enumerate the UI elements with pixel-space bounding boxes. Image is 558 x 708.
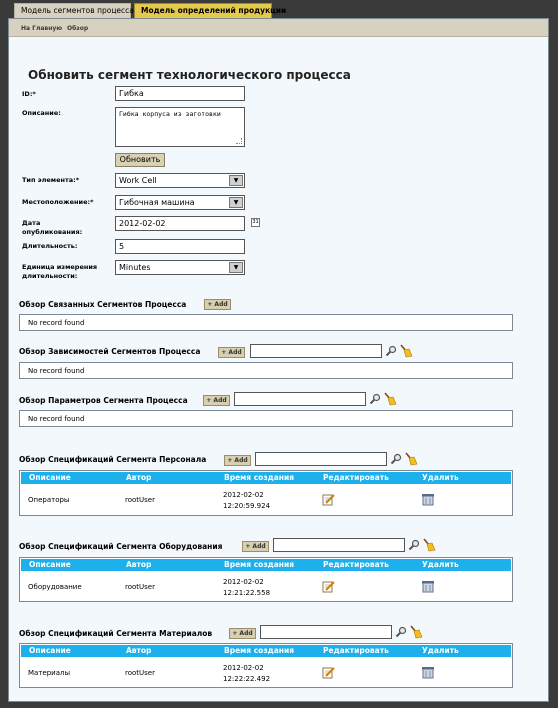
chevron-down-icon[interactable]: ▼ [229,262,243,273]
breadcrumb [9,19,548,37]
material-title: Обзор Спецификаций Сегмента Материалов [19,629,213,638]
main-panel [8,18,549,702]
row-created-date: 2012-02-02 [223,664,264,672]
trash-can-icon[interactable] [421,492,435,506]
nav-home-link[interactable]: На Главную [21,25,63,32]
broom-icon[interactable] [422,538,436,552]
row-description: Материалы [28,669,70,677]
related-segments-panel [19,314,513,331]
grid-header [21,645,511,657]
add-equipment-button[interactable]: + Add [242,541,269,552]
equipment-grid [19,557,513,602]
tab-bar [0,0,558,20]
element-type-label: Тип элемента:* [22,176,80,184]
id-label: ID:* [22,90,36,98]
column-edit: Редактировать [323,473,389,482]
publish-date-field[interactable]: 2012-02-02 [115,216,245,231]
update-button[interactable]: Обновить [115,153,165,167]
row-author: rootUser [125,583,155,591]
edit-icon[interactable] [322,493,335,506]
column-author[interactable]: Автор [126,560,152,569]
edit-icon[interactable] [322,580,335,593]
row-created-date: 2012-02-02 [223,491,264,499]
column-edit: Редактировать [323,646,389,655]
publish-date-label: Дата опубликования: [22,219,83,236]
personnel-title: Обзор Спецификаций Сегмента Персонала [19,455,207,464]
column-created[interactable]: Время создания [224,560,295,569]
column-delete: Удалить [422,473,459,482]
column-description[interactable]: Описание [29,560,71,569]
row-created-time: 12:21:22.558 [223,589,271,597]
add-personnel-button[interactable]: + Add [224,455,251,466]
parameters-search-input[interactable] [234,392,366,406]
duration-field[interactable]: 5 [115,239,245,254]
resize-grip[interactable] [236,138,242,144]
row-description: Операторы [28,496,70,504]
search-icon[interactable] [395,626,407,638]
chevron-down-icon[interactable]: ▼ [229,197,243,208]
equipment-search-input[interactable] [273,538,405,552]
location-value: Гибочная машина [119,198,195,207]
location-label: Местоположение:* [22,198,94,206]
no-record-text: No record found [28,415,85,423]
broom-icon[interactable] [404,452,418,466]
search-icon[interactable] [369,393,381,405]
duration-unit-value: Minutes [119,263,151,272]
parameters-panel [19,410,513,427]
material-grid [19,643,513,688]
column-delete: Удалить [422,646,459,655]
trash-can-icon[interactable] [421,665,435,679]
no-record-text: No record found [28,319,85,327]
duration-label: Длительность: [22,242,78,250]
dependencies-panel [19,362,513,379]
row-author: rootUser [125,496,155,504]
column-description[interactable]: Описание [29,473,71,482]
dependencies-title: Обзор Зависимостей Сегментов Процесса [19,347,201,356]
trash-can-icon[interactable] [421,579,435,593]
row-created-time: 12:20:59.924 [223,502,271,510]
column-created[interactable]: Время создания [224,473,295,482]
edit-icon[interactable] [322,666,335,679]
description-label: Описание: [22,109,61,117]
broom-icon[interactable] [399,344,413,358]
dependencies-search-input[interactable] [250,344,382,358]
broom-icon[interactable] [409,625,423,639]
broom-icon[interactable] [383,392,397,406]
element-type-select[interactable] [115,173,245,188]
row-created-time: 12:22:22.492 [223,675,271,683]
personnel-grid [19,470,513,516]
search-icon[interactable] [408,539,420,551]
grid-header [21,472,511,484]
search-icon[interactable] [385,345,397,357]
personnel-search-input[interactable] [255,452,387,466]
element-type-value: Work Cell [119,176,157,185]
add-material-button[interactable]: + Add [229,628,256,639]
location-select[interactable] [115,195,245,210]
column-description[interactable]: Описание [29,646,71,655]
calendar-icon[interactable]: 31 [252,219,259,225]
column-edit: Редактировать [323,560,389,569]
row-author: rootUser [125,669,155,677]
add-dependency-button[interactable]: + Add [218,347,245,358]
search-icon[interactable] [390,453,402,465]
equipment-title: Обзор Спецификаций Сегмента Оборудования [19,542,223,551]
row-created-date: 2012-02-02 [223,578,264,586]
material-search-input[interactable] [260,625,392,639]
column-delete: Удалить [422,560,459,569]
no-record-text: No record found [28,367,85,375]
column-author[interactable]: Автор [126,473,152,482]
column-author[interactable]: Автор [126,646,152,655]
description-textarea[interactable] [115,107,245,147]
duration-unit-label: Единица измерения длительности: [22,263,98,280]
grid-header [21,559,511,571]
add-related-button[interactable]: + Add [204,299,231,310]
description-text: Гибка корпуса из заготовки [119,110,221,118]
column-created[interactable]: Время создания [224,646,295,655]
related-segments-title: Обзор Связанных Сегментов Процесса [19,300,187,309]
parameters-title: Обзор Параметров Сегмента Процесса [19,396,188,405]
id-field[interactable]: Гибка [115,86,245,101]
nav-overview-link[interactable]: Обзор [67,25,89,32]
chevron-down-icon[interactable]: ▼ [229,175,243,186]
row-description: Оборудование [28,583,82,591]
duration-unit-select[interactable] [115,260,245,275]
add-parameter-button[interactable]: + Add [203,395,230,406]
page-title: Обновить сегмент технологического процесса [28,68,351,82]
tab-process-segment-model[interactable]: Модель сегментов процесса [14,3,131,18]
tab-product-definition-model[interactable]: Модель определений продукции [134,3,272,18]
